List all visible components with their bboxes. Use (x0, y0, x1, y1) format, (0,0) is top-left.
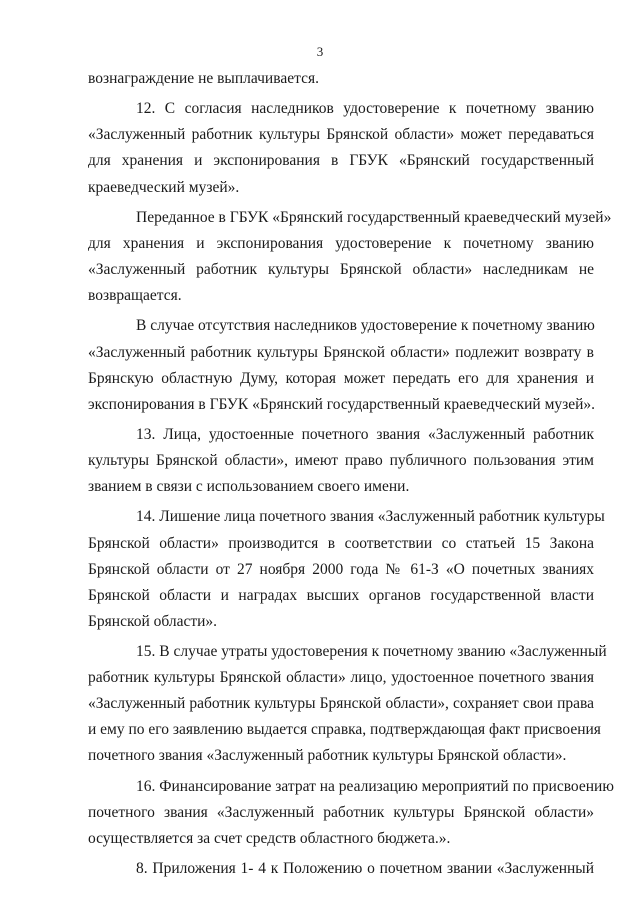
text-line: работник культуры Брянской области» лицо, удостоенное почетного звания (88, 669, 594, 687)
text-line: «Заслуженный работник культуры Брянской области» наследникам не (88, 261, 594, 279)
text-line: «Заслуженный работник культуры Брянской области», сохраняет свои права (88, 695, 594, 713)
text-line: Брянской области» производится в соответствии со статьей 15 Закона (88, 534, 594, 552)
text-line: 8. Приложения 1- 4 к Положению о почетном звании «Заслуженный (136, 860, 594, 878)
text-line: 16. Финансирование затрат на реализацию мероприятий по присвоению (136, 777, 614, 795)
text-line: культуры Брянской области», имеют право публичного пользования этим (88, 452, 594, 470)
text-line: «Заслуженный работник культуры Брянской области» подлежит возврату в (88, 343, 594, 361)
text-line: и ему по его заявлению выдается справка, подтверждающая факт присвоения (88, 721, 601, 739)
text-line: вознаграждение не выплачивается. (88, 70, 319, 87)
text-line: Брянскую областную Думу, которая может передать его для хранения и (88, 369, 594, 387)
document-body (88, 66, 614, 882)
text-line: 14. Лишение лица почетного звания «Заслуженный работник культуры (136, 508, 605, 526)
text-line: 13. Лица, удостоенные почетного звания «Заслуженный работник (136, 425, 594, 443)
text-line: экспонирования в ГБУК «Брянский государственный краеведческий музей». (88, 395, 596, 413)
text-line: званием в связи с использованием своего имени. (88, 478, 410, 496)
text-line: для хранения и экспонирования удостоверение к почетному званию (88, 234, 594, 252)
text-line: Переданное в ГБУК «Брянский государственный краеведческий музей» (136, 208, 612, 226)
text-line: В случае отсутствия наследников удостоверение к почетному званию (136, 317, 595, 335)
text-line: осуществляется за счет средств областного бюджета.». (88, 829, 451, 847)
text-line: почетного звания «Заслуженный работник культуры Брянской области». (88, 747, 567, 765)
text-line: «Заслуженный работник культуры Брянской области» может передаваться (88, 126, 594, 144)
page-number: 3 (316, 44, 324, 59)
text-line: для хранения и экспонирования в ГБУК «Брянский государственный (88, 152, 594, 170)
text-line: Брянской области». (88, 612, 218, 630)
text-line: 12. С согласия наследников удостоверение к почетному званию (136, 100, 594, 118)
text-line: 15. В случае утраты удостоверения к почетному званию «Заслуженный (136, 643, 607, 661)
text-line: почетного звания «Заслуженный работник культуры Брянской области» (88, 803, 594, 821)
text-line: возвращается. (88, 287, 182, 305)
text-line: Брянской области от 27 ноября 2000 года № 61-З «О почетных званиях (88, 560, 594, 578)
text-line: краеведческий музей». (88, 178, 240, 196)
text-line: Брянской области и наградах высших органов государственной власти (88, 586, 594, 604)
